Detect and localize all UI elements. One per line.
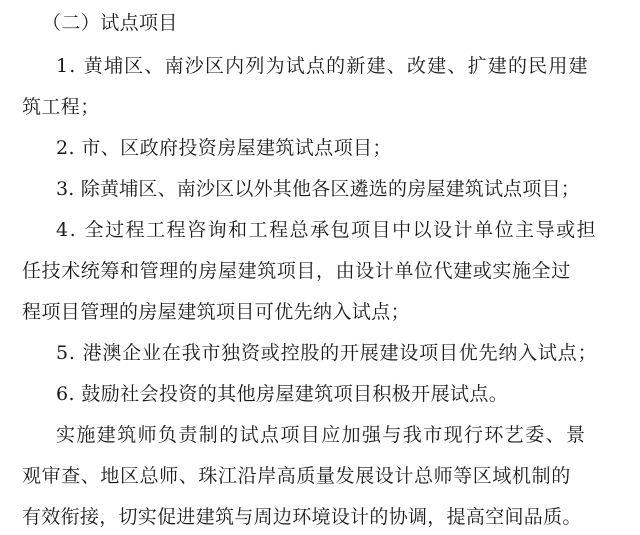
- paragraph-line: 观审查、地区总师、珠江沿岸高质量发展设计总师等区域机制的: [22, 465, 571, 487]
- paragraph-line: 有效衔接，切实促进建筑与周边环境设计的协调，提高空间品质。: [22, 506, 582, 528]
- paragraph-line: 1. 黄埔区、南沙区内列为试点的新建、改建、扩建的民用建: [56, 55, 589, 77]
- paragraph-line: 5. 港澳企业在我市独资或控股的开展建设项目优先纳入试点；: [56, 342, 598, 364]
- paragraph-line: 任技术统筹和管理的房屋建筑项目，由设计单位代建或实施全过: [22, 260, 571, 282]
- section-heading: （二）试点项目: [42, 12, 178, 34]
- paragraph-line: 6. 鼓励社会投资的其他房屋建筑项目积极开展试点。: [56, 383, 509, 405]
- paragraph-line: 3. 除黄埔区、南沙区以外其他各区遴选的房屋建筑试点项目；: [56, 178, 580, 200]
- paragraph-line: 4. 全过程工程咨询和工程总承包项目中以设计单位主导或担: [56, 219, 598, 241]
- paragraph-line: 筑工程；: [22, 96, 100, 118]
- paragraph-line: 程项目管理的房屋建筑项目可优先纳入试点；: [22, 301, 411, 323]
- paragraph-line: 2. 市、区政府投资房屋建筑试点项目；: [56, 137, 392, 159]
- paragraph-line: 实施建筑师负责制的试点项目应加强与我市现行环艺委、景: [56, 424, 587, 446]
